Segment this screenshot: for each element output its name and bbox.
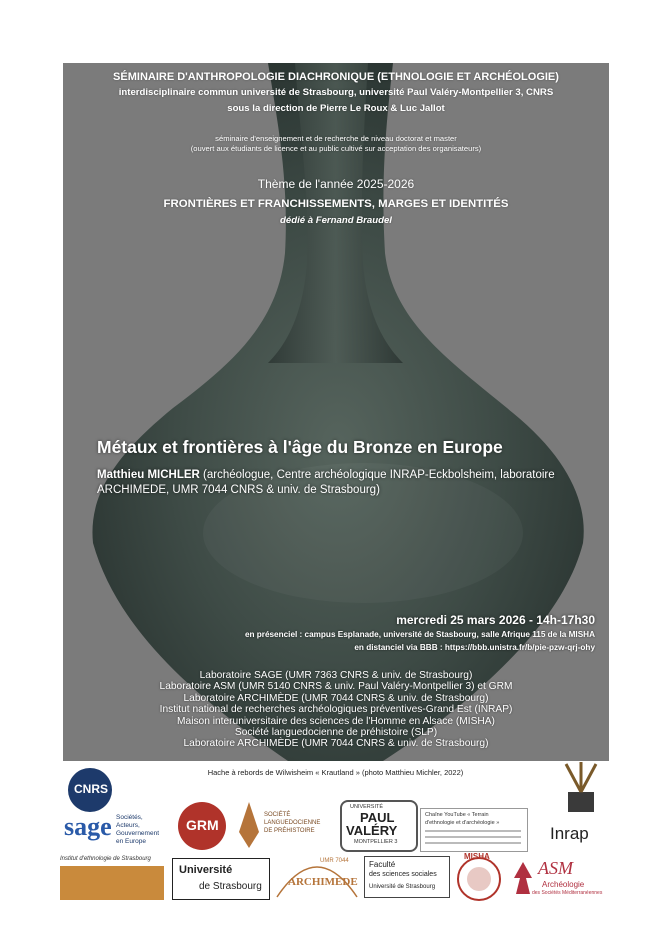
paul-valery-logo: [340, 800, 418, 852]
fss-text-1: Faculté: [369, 860, 396, 869]
asm-text-1: ASM: [538, 858, 573, 878]
asm-text-3: des Sociétés Méditerranéennes: [532, 890, 603, 896]
inrap-logo: [550, 824, 606, 848]
ethnology-institute-logo: [60, 856, 164, 902]
archimede-umr: UMR 7044: [320, 858, 349, 864]
bronze-axe-image: [63, 63, 609, 761]
archimede-logo: [272, 852, 362, 902]
partner-item: Institut national de recherches archéologiques préventives-Grand Est (INRAP): [159, 704, 513, 716]
cnrs-logo-text: CNRS: [74, 782, 109, 796]
speaker-affiliation: (archéologue, Centre archéologique INRAP-Eckbolsheim, laboratoire ARCHIMEDE, UMR 7044 CNRS & univ. de Strasbourg): [97, 469, 555, 496]
slp-text-1: SOCIÉTÉ: [264, 812, 291, 818]
interdisciplinary-line: interdisciplinaire commun université de Strasbourg, université Paul Valéry-Montpellier 3, CNRS: [118, 87, 554, 98]
in-person-venue: en présenciel : campus Esplanade, université de Stasbourg, salle Afrique 115 de la MISHA: [244, 630, 595, 639]
ethno-figures-banner: [60, 866, 164, 900]
ethno-institute-text: Institut d'ethnologie de Strasbourg: [60, 856, 151, 862]
misha-logo: [454, 852, 504, 902]
youtube-text-2: d'ethnologie et d'archéologie »: [425, 820, 500, 826]
sage-logo-mark: sage: [64, 812, 112, 841]
cnrs-logo: [68, 768, 112, 812]
sticks-icon: [560, 762, 602, 812]
theme-title: FRONTIÈRES ET FRANCHISSEMENTS, MARGES ET IDENTITÉS: [163, 198, 509, 210]
partner-item: Laboratoire ASM (UMR 5140 CNRS & univ. Paul Valéry-Montpellier 3) et GRM: [159, 681, 513, 693]
photo-caption: Hache à rebords de Wilwisheim « Krautland » (photo Matthieu Michler, 2022): [207, 768, 464, 777]
partner-item: Laboratoire ARCHIMÈDE (UMR 7044 CNRS & univ. de Strasbourg): [183, 738, 489, 750]
unistra-text-2: de Strasbourg: [199, 881, 262, 892]
theme-year: Thème de l'année 2025-2026: [257, 177, 415, 191]
inrap-logo-text: Inrap: [550, 824, 589, 843]
partner-item: Maison interuniversitaire des sciences de l'Homme en Alsace (MISHA): [177, 715, 495, 727]
slp-logo: [238, 800, 334, 850]
sage-logo: [64, 812, 168, 852]
fss-text-3: Université de Strasbourg: [369, 884, 436, 890]
partner-item: Laboratoire SAGE (UMR 7363 CNRS & univ. de Strasbourg): [199, 670, 473, 681]
session-date: mercredi 25 mars 2026 - 14h-17h30: [396, 613, 595, 627]
archimede-text: ARCHIMEDE: [288, 876, 358, 888]
grm-logo-text: GRM: [186, 817, 219, 833]
partner-item: Laboratoire ARCHIMÈDE (UMR 7044 CNRS & univ. de Strasbourg): [183, 692, 489, 704]
unistra-text-1: Université: [179, 864, 233, 876]
grm-logo: [178, 802, 226, 850]
partners-list: [63, 670, 609, 750]
misha-text: MISHA: [464, 852, 490, 861]
faculty-social-sciences-logo: [364, 856, 450, 898]
asm-text-2: Archéologie: [542, 880, 585, 889]
talk-title: Métaux et frontières à l'âge du Bronze en Europe: [97, 437, 503, 457]
asm-figure-icon: [512, 860, 534, 896]
asm-logo: [512, 858, 608, 900]
slp-text-3: DE PRÉHISTOIRE: [264, 828, 315, 834]
sage-desc-3: Gouvernement: [116, 830, 159, 837]
partner-item: Société languedocienne de préhistoire (SLP): [234, 727, 438, 739]
poster: [63, 63, 609, 761]
slp-arrowhead-icon: [238, 802, 260, 848]
youtube-url-lines: [425, 830, 521, 832]
pv-top-text: UNIVERSITÉ: [350, 804, 384, 810]
slp-text-2: LANGUEDOCIENNE: [264, 820, 321, 826]
sage-desc-1: Sociétés,: [116, 814, 143, 821]
youtube-text-1: Chaîne YouTube « Terrain: [425, 812, 489, 818]
sage-desc-4: en Europe: [116, 838, 146, 845]
level-line-2: (ouvert aux étudiants de licence et au public cultivé sur acceptation des organisateurs): [190, 144, 482, 153]
pv-mid-1: PAUL: [360, 810, 395, 825]
sage-desc-2: Acteurs,: [116, 822, 140, 829]
direction-line: sous la direction de Pierre Le Roux & Luc Jallot: [227, 103, 445, 114]
level-line-1: séminaire d'enseignement et de recherche de niveau doctorat et master: [215, 134, 457, 143]
theme-dedication: dédié à Fernand Braudel: [280, 215, 392, 226]
speaker-name: Matthieu MICHLER: [97, 469, 200, 481]
remote-link[interactable]: en distanciel via BBB : https://bbb.unistra.fr/b/pie-pzw-qrj-ohy: [354, 643, 595, 652]
fss-text-2: des sciences sociales: [369, 871, 437, 878]
pv-mid-2: VALÉRY: [346, 823, 398, 838]
youtube-channel-box[interactable]: [420, 808, 528, 852]
speaker-info: [97, 468, 597, 498]
sticks-logo: [560, 762, 602, 812]
unistra-logo: [172, 858, 270, 900]
pv-bottom-text: MONTPELLIER 3: [354, 839, 398, 845]
seminar-title: SÉMINAIRE D'ANTHROPOLOGIE DIACHRONIQUE (ETHNOLOGIE ET ARCHÉOLOGIE): [113, 71, 559, 83]
